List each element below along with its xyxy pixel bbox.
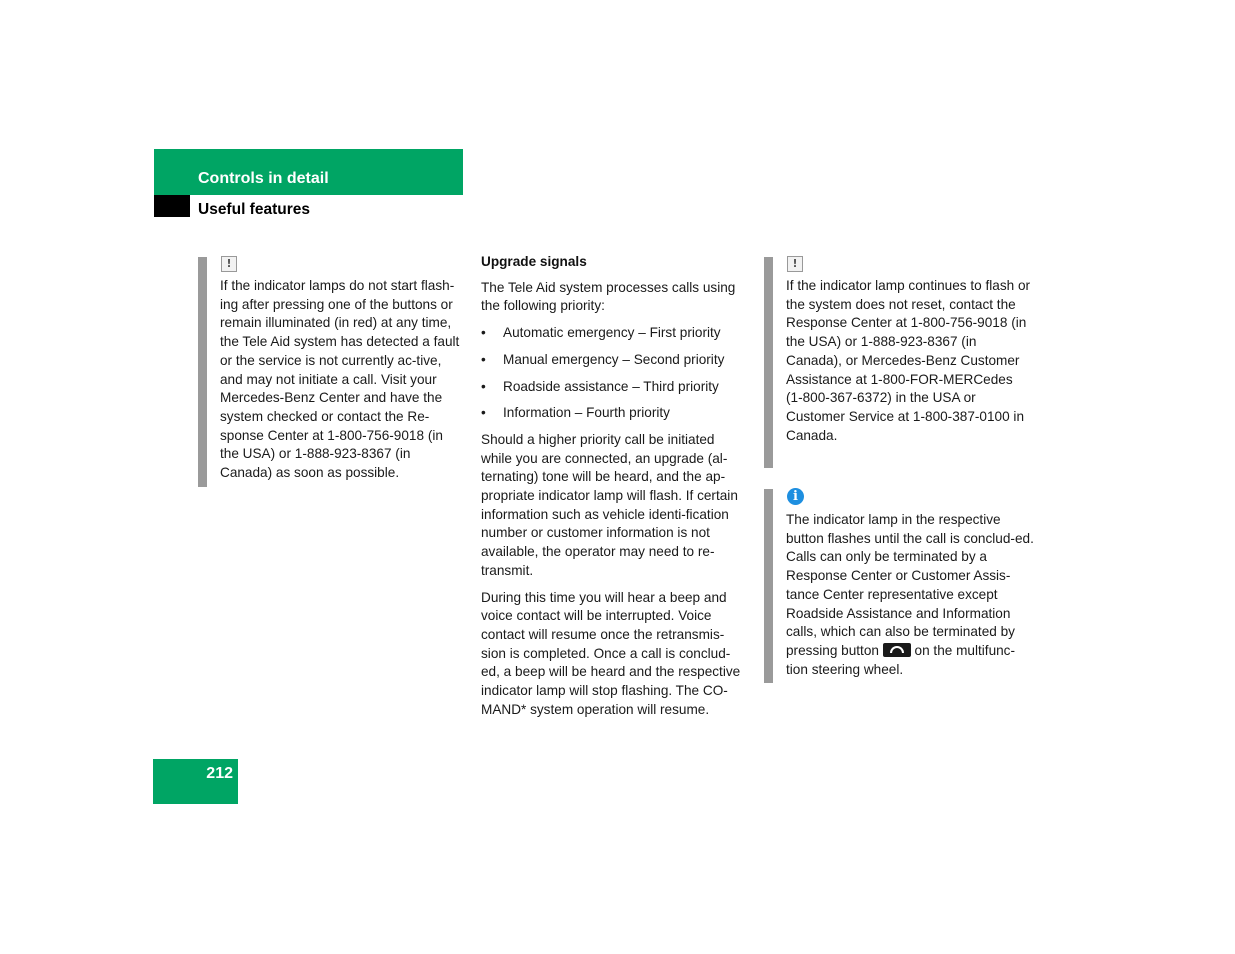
info-icon: i: [787, 488, 804, 505]
upgrade-tone-paragraph: Should a higher priority call be initiated while you are connected, an upgrade (al-ternating) tone will be heard, and the ap-propriate indicator lamp will flash. If certain information such as vehicle identi-fication number or customer information is not available, the operator may need to re-transmit.: [481, 431, 738, 578]
exclamation-icon: !: [787, 256, 803, 272]
list-item: • Automatic emergency – First priority: [481, 324, 749, 343]
priority-intro: The Tele Aid system processes calls using the following priority:: [481, 279, 736, 314]
info-note-bar: [764, 489, 773, 683]
exclamation-icon: !: [221, 256, 237, 272]
priority-list: [481, 324, 749, 423]
right-note-text: [786, 277, 1031, 445]
info-text-after: on the multifunc-tion steering wheel.: [786, 642, 1016, 677]
right-note-paragraph: If the indicator lamp continues to flash or the system does not reset, contact the Response Center at 1-800-756-9018 (in the USA) or 1-888-923-8367 (in Canada), or Mercedes-Benz Customer Assistance at 1-800-FOR-MERCedes (1-800-367-6372) in the USA or Customer Service at 1-800-387-0100 in Canada.: [786, 278, 1031, 443]
right-note-bar: [764, 257, 773, 468]
page-number: 212: [206, 765, 233, 782]
subsection-title: Useful features: [198, 201, 310, 218]
list-item: • Information – Fourth priority: [481, 404, 749, 423]
upgrade-signals-heading: Upgrade signals: [481, 254, 587, 269]
list-item: • Manual emergency – Second priority: [481, 351, 749, 370]
left-note-paragraph: If the indicator lamps do not start flash-ing after pressing one of the buttons or remain illuminated (in red) at any time, the Tele Aid system has detected a fault or the service is not currently ac-tive, and may not initiate a call. Visit your Mercedes-Benz Center and have the system checked or contact the Re-sponse Center at 1-800-756-9018 (in the USA) or 1-888-923-8367 (in Canada) as soon as possible.: [220, 278, 460, 481]
info-text-before: The indicator lamp in the respective button flashes until the call is conclud-ed. Calls can only be terminated by a Response Center or Customer Assis-tance Center representative except Roadside Assistance and Information calls, which can also be terminated by pressing button: [786, 512, 1034, 658]
info-note-paragraph: [786, 511, 1034, 679]
info-note-text: [786, 511, 1034, 679]
end-call-button-icon: [883, 643, 911, 657]
upgrade-signals-section: [481, 253, 749, 727]
retransmission-paragraph: During this time you will hear a beep and voice contact will be interrupted. Voice contact will resume once the retransmis-sion is completed. Once a call is conclud-ed, a beep will be heard and the respective indicator lamp will stop flashing. The CO-MAND* system operation will resume.: [481, 589, 741, 717]
left-note-bar: [198, 257, 207, 487]
left-note-text: [220, 277, 465, 483]
subsection-marker: [154, 195, 190, 217]
list-item: • Roadside assistance – Third priority: [481, 378, 749, 397]
section-title: Controls in detail: [198, 170, 329, 187]
